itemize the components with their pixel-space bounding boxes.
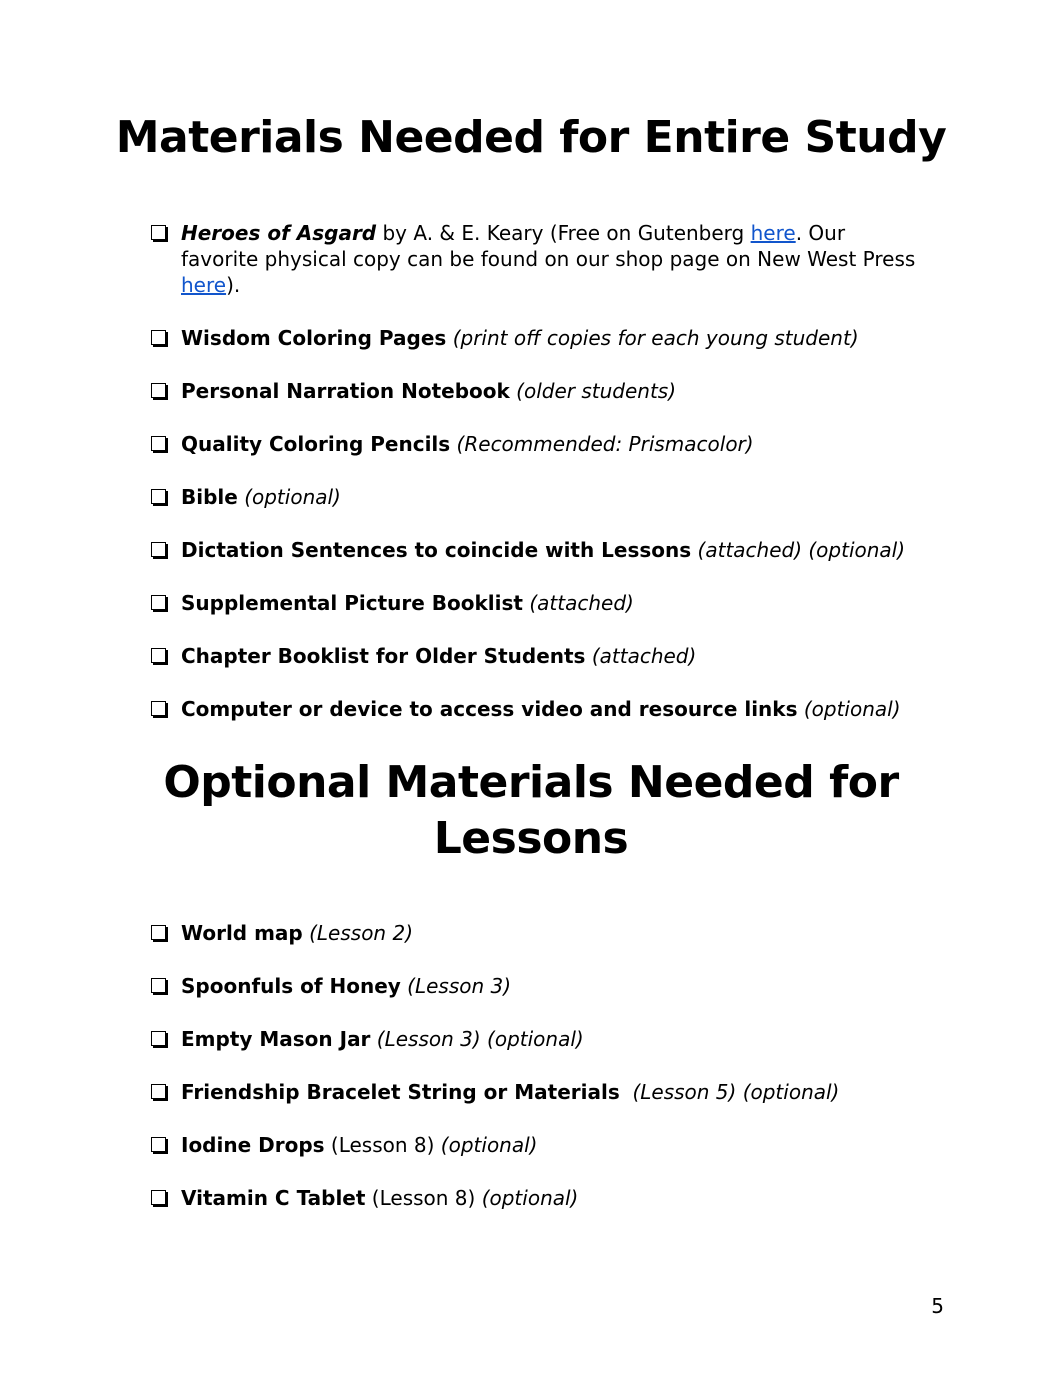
item-note: (attached) (optional) (691, 538, 906, 562)
materials-checklist (150, 220, 920, 749)
checkbox-icon (151, 225, 166, 240)
item-label: Vitamin C Tablet (181, 1186, 366, 1210)
item-text: ). (226, 273, 241, 297)
list-item (150, 484, 920, 510)
item-label: Iodine Drops (181, 1133, 325, 1157)
item-note: (Lesson 3) (optional) (370, 1027, 584, 1051)
checkbox-icon (151, 1190, 166, 1205)
item-note: (older students) (509, 379, 677, 403)
list-item (150, 643, 920, 669)
checkbox-icon (151, 436, 166, 451)
checkbox-icon (151, 978, 166, 993)
item-label: Empty Mason Jar (181, 1027, 371, 1051)
page-number: 5 (931, 1294, 944, 1318)
item-text: by A. & E. Keary (Free on Gutenberg (376, 221, 751, 245)
item-label: Spoonfuls of Honey (181, 974, 401, 998)
title-line: Optional Materials Needed for (163, 757, 899, 808)
item-plain: (Lesson 8) (365, 1186, 476, 1210)
checkbox-icon (151, 1031, 166, 1046)
list-item (150, 325, 920, 351)
new-west-press-link[interactable]: here (181, 273, 227, 297)
list-item (150, 590, 920, 616)
checkbox-icon (151, 383, 166, 398)
checkbox-icon (151, 330, 166, 345)
checkbox-icon (151, 701, 166, 716)
item-note: (optional) (797, 697, 901, 721)
list-item (150, 537, 920, 563)
item-label: Bible (181, 485, 238, 509)
list-item (150, 920, 920, 946)
list-item (150, 696, 920, 722)
section-title-optional-materials (140, 755, 922, 867)
item-note: (print off copies for each young student) (446, 326, 859, 350)
item-label: Quality Coloring Pencils (181, 432, 451, 456)
checkbox-icon (151, 489, 166, 504)
checkbox-icon (151, 925, 166, 940)
section-title-materials: Materials Needed for Entire Study (115, 112, 947, 163)
item-note: (optional) (434, 1133, 538, 1157)
list-item (150, 1026, 920, 1052)
item-note: (Lesson 5) (optional) (619, 1080, 840, 1104)
item-note: (Lesson 3) (400, 974, 512, 998)
checkbox-icon (151, 542, 166, 557)
item-note: (optional) (475, 1186, 579, 1210)
item-plain: (Lesson 8) (324, 1133, 435, 1157)
item-text: . Our favorite physical copy can be found on our shop page on New West Press (181, 221, 916, 271)
item-label: Computer or device to access video and resource links (181, 697, 798, 721)
optional-materials-checklist (150, 920, 920, 1238)
item-label: Wisdom Coloring Pages (181, 326, 447, 350)
list-item (150, 973, 920, 999)
item-note: (Recommended: Prismacolor) (450, 432, 754, 456)
item-label: Dictation Sentences to coincide with Lessons (181, 538, 692, 562)
checkbox-icon (151, 595, 166, 610)
item-note: (optional) (237, 485, 341, 509)
list-item (150, 1079, 920, 1105)
checkbox-icon (151, 648, 166, 663)
checkbox-icon (151, 1084, 166, 1099)
list-item (150, 1185, 920, 1211)
checkbox-icon (151, 1137, 166, 1152)
book-title: Heroes of Asgard (181, 221, 377, 245)
item-label: Personal Narration Notebook (181, 379, 510, 403)
item-label: Friendship Bracelet String or Materials (181, 1080, 620, 1104)
list-item (150, 378, 920, 404)
item-note: (attached) (522, 591, 634, 615)
list-item (150, 220, 920, 298)
gutenberg-link[interactable]: here (750, 221, 796, 245)
item-label: Supplemental Picture Booklist (181, 591, 523, 615)
item-label: Chapter Booklist for Older Students (181, 644, 586, 668)
item-note: (attached) (585, 644, 697, 668)
list-item (150, 1132, 920, 1158)
item-label: World map (181, 921, 303, 945)
list-item (150, 431, 920, 457)
title-line: Lessons (433, 813, 629, 864)
item-note: (Lesson 2) (302, 921, 413, 945)
